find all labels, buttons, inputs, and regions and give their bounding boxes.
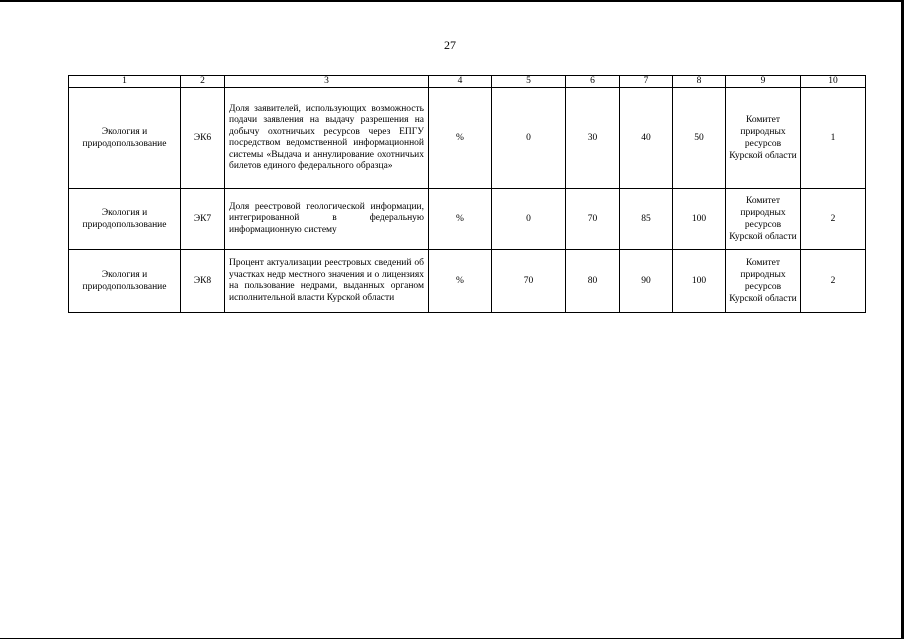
value-cell: 1 (801, 88, 866, 189)
unit-cell: % (429, 88, 492, 189)
table-row (69, 250, 866, 313)
responsible-cell: Комитет природных ресурсов Курской области (726, 250, 801, 313)
column-header: 3 (225, 76, 429, 88)
value-cell: 0 (492, 189, 566, 250)
area-cell: Экология и природопользование (69, 88, 181, 189)
value-cell: 80 (566, 250, 620, 313)
area-cell: Экология и природопользование (69, 189, 181, 250)
value-cell: 100 (673, 250, 726, 313)
description-cell: Процент актуализации реестровых сведений об участках недр местного значения и о лицензиях на пользование недрами, выданных органом исполнительной власти Курской области (225, 250, 429, 313)
value-cell: 0 (492, 88, 566, 189)
unit-cell: % (429, 189, 492, 250)
value-cell: 40 (620, 88, 673, 189)
page-number: 27 (444, 38, 456, 52)
code-cell: ЭК6 (181, 88, 225, 189)
column-header: 1 (69, 76, 181, 88)
table-header-row (69, 76, 866, 88)
description-cell: Доля заявителей, использующих возможность подачи заявления на выдачу разрешения на добычу охотничьих ресурсов через ЕПГУ посредством ведомственной информационной системы «Выдача и аннулирование охотничьих билетов единого федерального образца» (225, 88, 429, 189)
value-cell: 85 (620, 189, 673, 250)
column-header: 10 (801, 76, 866, 88)
value-cell: 2 (801, 250, 866, 313)
value-cell: 100 (673, 189, 726, 250)
column-header: 6 (566, 76, 620, 88)
value-cell: 70 (492, 250, 566, 313)
value-cell: 90 (620, 250, 673, 313)
table-row (69, 88, 866, 189)
table-row (69, 189, 866, 250)
value-cell: 50 (673, 88, 726, 189)
column-header: 5 (492, 76, 566, 88)
column-header: 2 (181, 76, 225, 88)
value-cell: 30 (566, 88, 620, 189)
code-cell: ЭК7 (181, 189, 225, 250)
column-header: 4 (429, 76, 492, 88)
responsible-cell: Комитет природных ресурсов Курской области (726, 88, 801, 189)
value-cell: 2 (801, 189, 866, 250)
responsible-cell: Комитет природных ресурсов Курской области (726, 189, 801, 250)
description-cell: Доля реестровой геологической информации, интегрированной в федеральную информационную систему (225, 189, 429, 250)
code-cell: ЭК8 (181, 250, 225, 313)
column-header: 9 (726, 76, 801, 88)
indicators-table (68, 75, 866, 313)
area-cell: Экология и природопользование (69, 250, 181, 313)
column-header: 8 (673, 76, 726, 88)
unit-cell: % (429, 250, 492, 313)
column-header: 7 (620, 76, 673, 88)
value-cell: 70 (566, 189, 620, 250)
